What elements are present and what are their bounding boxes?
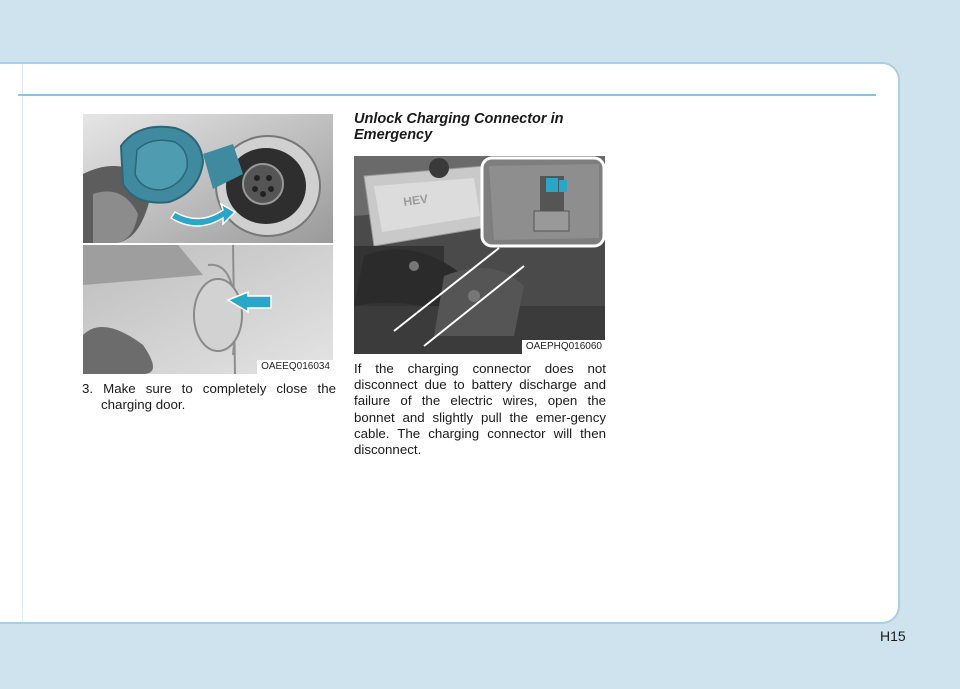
engine-bay-illustration (354, 156, 605, 354)
step-3-text: 3. Make sure to completely close the charging door. (82, 381, 336, 413)
engine-bay-photo (354, 156, 605, 354)
page-number: H15 (880, 628, 906, 644)
charging-door-closed-photo (83, 245, 333, 374)
margin-line (22, 64, 23, 622)
header-rule (18, 94, 876, 96)
figure-code: OAEEQ016034 (257, 360, 333, 374)
figure-code: OAEPHQ016060 (522, 340, 605, 354)
hev-badge: HEV (402, 191, 429, 209)
section-title: Unlock Charging Connector in Emergency (354, 111, 564, 143)
charging-door-closed-illustration (83, 245, 333, 374)
charging-door-open-photo (83, 114, 333, 243)
charging-door-open-illustration (83, 114, 333, 243)
emergency-unlock-paragraph: If the charging connector does not disconnect due to battery discharge and failure of the electric wires, open the bonnet and slightly pull the emer-gency cable. The charging connector will then disconnect. (354, 361, 606, 458)
